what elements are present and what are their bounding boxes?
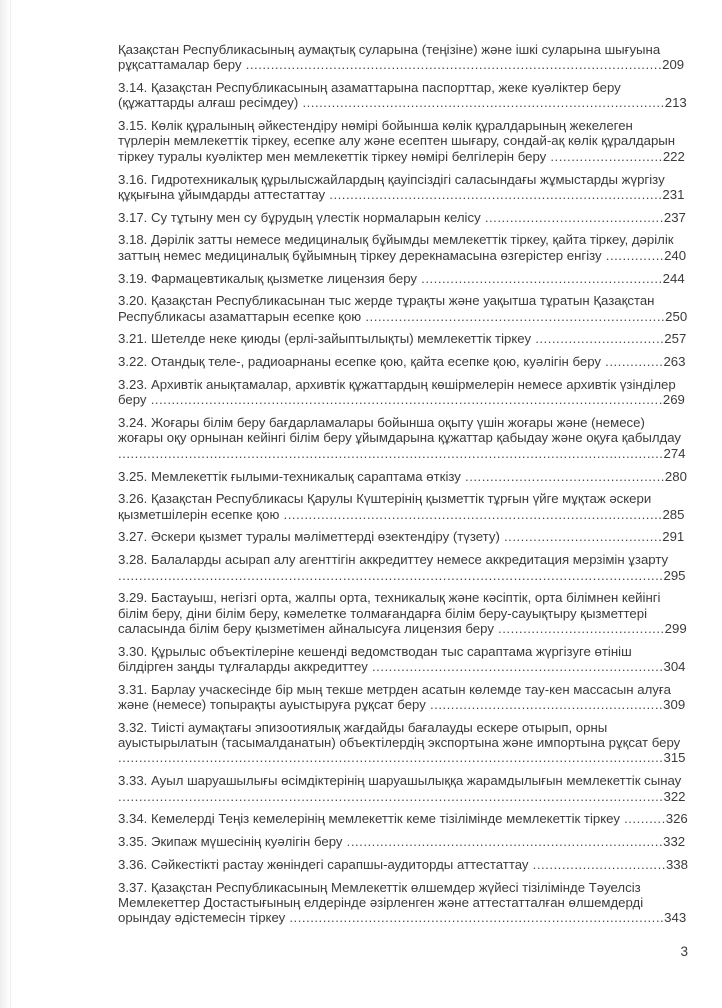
toc-entry-text: 3.36. Сәйкестікті растау жөніндегі сарапшы-аудиторды аттестаттау bbox=[118, 856, 529, 872]
toc-dot-leader: ................................................................................................................................... bbox=[118, 750, 664, 766]
toc-entry-text: 3.28. Балаларды асырап алу агенттігін аккредиттеу немесе аккредитация мерзімін ұзарту bbox=[118, 552, 669, 568]
toc-dot-leader: .......... bbox=[619, 811, 666, 827]
toc-entry-page-number: 309 bbox=[663, 697, 686, 713]
toc-dot-leader: ........................................................................................................................... bbox=[146, 392, 663, 408]
toc-entry-text: Қазақстан Республикасының аумақтық суларына (теңізіне) және ішкі суларына шығуына рұқсаттамалар беру bbox=[118, 42, 661, 73]
toc-dot-leader: ................................................................................ bbox=[325, 186, 663, 202]
toc-entry bbox=[118, 857, 688, 872]
toc-entry-text: 3.17. Су тұтыну мен су бұрудың үлестік нормаларын келісу bbox=[118, 209, 481, 225]
toc-entry-page-number: 280 bbox=[664, 468, 687, 484]
toc-entry-text: 3.19. Фармацевтикалық қызметке лицензия беру bbox=[118, 270, 417, 286]
toc-entry bbox=[118, 880, 688, 926]
toc-entry bbox=[118, 811, 688, 826]
toc-entry-page-number: 237 bbox=[663, 209, 686, 225]
toc-entry bbox=[118, 491, 688, 522]
toc-entry-text: 3.31. Барлау учаскесінде бір мың текше метрден асатын көлемде тау-кен массасын алуға және (немесе) топырақты ауыстыруға рұқсат беру bbox=[118, 681, 672, 713]
toc-dot-leader: .......................................................................................... bbox=[285, 910, 665, 926]
toc-dot-leader: ................................................................................................................................... bbox=[118, 445, 664, 461]
toc-entry-text: 3.14. Қазақстан Республикасының азаматтарына паспорттар, жеке куәліктер беру (құжаттарды алғаш ресімдеу) bbox=[118, 80, 621, 111]
toc-entry bbox=[118, 118, 688, 164]
toc-entry bbox=[118, 293, 688, 324]
toc-entry-text: 3.34. Кемелерді Теңіз кемелерінің мемлекеттік кеме тізілімінде мемлекеттік тіркеу bbox=[118, 811, 620, 827]
toc-entry-page-number: 274 bbox=[663, 445, 686, 461]
toc-entry bbox=[118, 529, 688, 544]
toc-dot-leader: ....................................................................................... bbox=[298, 95, 665, 111]
toc-entry-page-number: 322 bbox=[663, 788, 686, 804]
toc-entry-page-number: 222 bbox=[662, 148, 685, 164]
toc-entry-page-number: 338 bbox=[665, 856, 688, 872]
toc-entry-page-number: 269 bbox=[662, 392, 685, 408]
toc-dot-leader: .......................................................... bbox=[417, 270, 663, 286]
toc-entry-page-number: 231 bbox=[662, 186, 685, 202]
toc-dot-leader: ................................................ bbox=[460, 468, 665, 484]
toc-dot-leader: .............. bbox=[601, 247, 665, 263]
toc-entry bbox=[118, 644, 688, 675]
toc-dot-leader: ........................................................ bbox=[425, 697, 664, 713]
toc-entry bbox=[118, 42, 688, 73]
toc-entry-page-number: 343 bbox=[664, 910, 687, 926]
toc-entry bbox=[118, 415, 688, 461]
toc-entry bbox=[118, 552, 688, 583]
toc-dot-leader: ............................... bbox=[531, 331, 665, 347]
footer-page-number: 3 bbox=[680, 944, 688, 959]
toc-entry bbox=[118, 773, 688, 804]
toc-dot-leader: ........................... bbox=[546, 148, 663, 164]
toc-entry-page-number: 332 bbox=[663, 834, 686, 850]
toc-dot-leader: .............. bbox=[601, 354, 664, 370]
toc-dot-leader: ........................................................................ bbox=[361, 308, 666, 324]
toc-entry-text: 3.18. Дәрілік затты немесе медициналық бұйымды мемлекеттік тіркеу, қайта тіркеу, дәрілік заттың немес медициналық бұйымның тіркеу дерекнамасына өзгерістер енгізу bbox=[118, 232, 674, 263]
toc-entry-page-number: 291 bbox=[662, 529, 685, 545]
toc-entry-text: 3.23. Архивтік анықтамалар, архивтік құжаттардың көшірмелерін немесе архивтік үзінділер беру bbox=[118, 377, 676, 408]
toc-entry-text: 3.24. Жоғары білім беру бағдарламалары бойынша оқыту үшін жоғары және (немесе) жоғары оқу орнынан кейінгі білім беру ұйымдарына құжаттар қабыдау және оқуға қабылдау bbox=[118, 415, 682, 446]
toc-entry bbox=[118, 271, 688, 286]
toc-entry-text: 3.25. Мемлекеттік ғылыми-техникалық сараптама өткізу bbox=[118, 468, 461, 484]
toc-entry bbox=[118, 172, 688, 203]
toc-entry bbox=[118, 834, 688, 849]
toc-entry-page-number: 213 bbox=[664, 95, 687, 111]
toc-entry-page-number: 244 bbox=[662, 270, 685, 286]
toc-entry-page-number: 240 bbox=[664, 247, 687, 263]
toc-entry-text: 3.21. Шетелде неке қиюды (ерлі-зайыптылықты) мемлекеттік тіркеу bbox=[118, 331, 532, 347]
toc-entry bbox=[118, 232, 688, 263]
table-of-contents bbox=[118, 42, 688, 933]
toc-entry-page-number: 295 bbox=[663, 567, 686, 583]
toc-entry bbox=[118, 720, 688, 766]
toc-entry-text: 3.16. Гидротехникалық құрылысжайлардың қауіпсіздігі саласындағы жұмыстарды жүргізу құқығына ұйымдарды аттестаттау bbox=[118, 171, 665, 202]
toc-dot-leader: ................................ bbox=[528, 856, 666, 872]
toc-entry-text: 3.35. Экипаж мүшесінің куәлігін беру bbox=[118, 834, 343, 850]
toc-entry-page-number: 304 bbox=[663, 659, 686, 674]
page-footer bbox=[680, 944, 688, 959]
toc-entry-text: 3.32. Тиісті аумақтағы эпизоотиялық жағдайды бағалауды ескере отырып, орны ауыстырылатын (тасымалданатын) объектілердің экспортына және импортына рұқсат беру bbox=[118, 719, 681, 751]
toc-entry-page-number: 326 bbox=[665, 811, 688, 827]
toc-entry bbox=[118, 377, 688, 408]
toc-entry bbox=[118, 80, 688, 111]
toc-dot-leader: .................................................................................................... bbox=[241, 57, 663, 73]
toc-entry bbox=[118, 354, 688, 369]
toc-dot-leader: ...................................... bbox=[499, 529, 663, 545]
toc-entry-text: 3.22. Отандық теле-, радиоарнаны есепке қою, қайта есепке қою, куәлігін беру bbox=[118, 354, 601, 370]
toc-entry bbox=[118, 590, 688, 636]
toc-entry-text: 3.26. Қазақстан Республикасы Қарулы Күштерінің қызметтік тұрғын үйге мұқтаж әскери қызметшілерін есепке қою bbox=[118, 491, 652, 522]
toc-entry-text: 3.15. Көлік құралының әйкестендіру нөмірі бойынша көлік құралдарының жекелеген түрлерін мемлекеттік тіркеу, есепке алу және есептен шығару, сондай-ақ көлік құралдарын тіркеу туралы куәліктер мен мемлекеттік тіркеу нөмірі белгілерін беру bbox=[118, 118, 676, 164]
toc-dot-leader: ........................................ bbox=[493, 620, 665, 636]
toc-entry-text: 3.27. Әскери қызмет туралы мәліметтерді өзектендіру (түзету) bbox=[118, 529, 500, 545]
toc-dot-leader: ................................................................................................................................... bbox=[118, 567, 664, 583]
toc-entry-page-number: 315 bbox=[663, 750, 686, 766]
toc-dot-leader: ................................................................................................................................... bbox=[118, 788, 664, 804]
toc-entry-text: 3.29. Бастауыш, негізгі орта, жалпы орта, техникалық және кәсіптік, орта білімнен кейінгі білім беру, діни білім беру, кәмелетке толмағандарға білім беру-сауықтыру қызметтері саласында білім беру қызметімен айналысуға лицензия беру bbox=[118, 590, 661, 636]
toc-dot-leader: ............................................................................ bbox=[342, 834, 664, 850]
toc-dot-leader: ........................................................................................... bbox=[279, 506, 663, 522]
toc-entry-page-number: 257 bbox=[664, 331, 687, 347]
toc-entry-text: 3.20. Қазақстан Республикасынан тыс жерде тұрақты және уақытша тұратын Қазақстан Республикасы азаматтарын есепке қою bbox=[118, 293, 655, 324]
toc-entry-page-number: 299 bbox=[664, 620, 687, 636]
toc-entry bbox=[118, 469, 688, 484]
toc-entry bbox=[118, 331, 688, 346]
page-edge-shadow bbox=[0, 0, 11, 1008]
toc-entry-page-number: 263 bbox=[663, 354, 686, 370]
toc-entry-text: 3.30. Құрылыс объектілеріне кешенді ведомстводан тыс сараптама жүргізуге өтініш білдірген заңды тұлғаларды аккредиттеу bbox=[118, 643, 632, 674]
toc-dot-leader: ........................................... bbox=[480, 209, 664, 225]
toc-entry-page-number: 209 bbox=[662, 57, 685, 73]
toc-entry-text: 3.37. Қазақстан Республикасының Мемлекеттік өлшемдер жүйесі тізілімінде Тәуелсіз Мемлекеттер Достастығының елдерінде әзірленген және аттестатталған өлшемдерді орындау әдістемесін тіркеу bbox=[118, 879, 644, 926]
toc-entry bbox=[118, 682, 688, 713]
toc-dot-leader: ...................................................................... bbox=[367, 659, 664, 674]
toc-entry-page-number: 250 bbox=[665, 308, 688, 324]
toc-entry-page-number: 285 bbox=[662, 506, 685, 522]
toc-entry-text: 3.33. Ауыл шаруашылығы өсімдіктерінің шаруашылыққа жарамдылығын мемлекеттік сынау bbox=[118, 773, 682, 789]
toc-entry bbox=[118, 210, 688, 225]
